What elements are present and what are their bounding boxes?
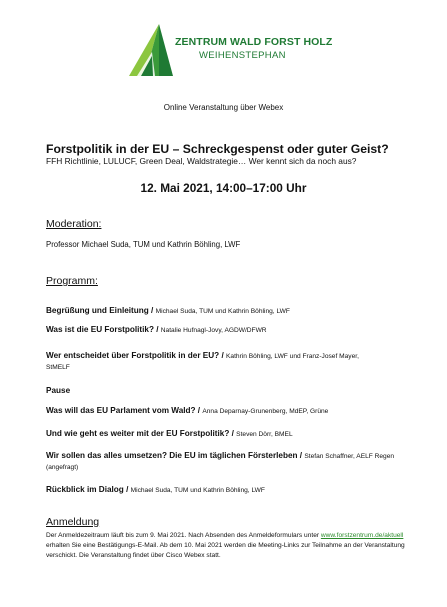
- program-item-speakers: Stefan Schaffner, AELF Regen (angefragt): [46, 453, 395, 471]
- program-item-title: Pause: [46, 386, 71, 395]
- program-item: [46, 325, 421, 336]
- program-item-speakers: Michael Suda, TUM und Kathrin Böhling, LWF: [130, 487, 265, 494]
- registration-link[interactable]: www.forstzentrum.de/aktuell: [320, 532, 404, 539]
- program-item: [46, 406, 421, 417]
- program-item-speakers: Kathrin Böhling, LWF und Franz-Josef Mayer, StMELF: [46, 353, 359, 371]
- moderation-text: Professor Michael Suda, TUM und Kathrin Böhling, LWF: [46, 240, 241, 249]
- program-item: [46, 306, 421, 317]
- program-item: [46, 429, 421, 440]
- program-item: [46, 351, 364, 373]
- program-item-speakers: Michael Suda, TUM und Kathrin Böhling, LWF: [155, 308, 290, 315]
- event-subtitle: FFH Richtlinie, LULUCF, Green Deal, Waldstrategie… Wer kennt sich da noch aus?: [46, 156, 357, 166]
- program-item-speakers: Natalie Hufnagl-Jovy, AGDW/DFWR: [160, 327, 267, 334]
- program-item-title: Wer entscheidet über Forstpolitik in der EU? /: [46, 351, 227, 360]
- moderation-heading: Moderation:: [46, 218, 102, 230]
- anmeldung-text-part2: erhalten Sie eine Bestätigungs-E-Mail. Ab dem 10. Mai 2021 werden die Meeting-Links zur Teilnahme an der Veranstaltung verschickt. Die Veranstaltung findet über Cisco Webex statt.: [46, 542, 405, 559]
- event-date: 12. Mai 2021, 14:00–17:00 Uhr: [140, 181, 307, 195]
- program-item-title: Was will das EU Parlament vom Wald? /: [46, 406, 203, 415]
- anmeldung-text: [46, 531, 426, 561]
- online-label: Online Veranstaltung über Webex: [163, 103, 284, 112]
- program-item: [46, 485, 421, 496]
- program-item: [46, 451, 421, 473]
- program-item-speakers: Anna Deparnay-Grunenberg, MdEP, Grüne: [202, 408, 329, 415]
- logo: [125, 22, 335, 78]
- program-item-title: Begrüßung und Einleitung /: [46, 306, 156, 315]
- tree-logo-icon: [125, 22, 175, 78]
- program-item-title: Was ist die EU Forstpolitik? /: [46, 325, 161, 334]
- logo-title: ZENTRUM WALD FORST HOLZ: [175, 36, 333, 48]
- event-title: Forstpolitik in der EU – Schreckgespenst oder guter Geist?: [46, 142, 389, 156]
- programm-heading: Programm:: [46, 275, 98, 287]
- program-item: [46, 386, 421, 397]
- program-item-title: Wir sollen das alles umsetzen? Die EU im täglichen Försterleben /: [46, 451, 305, 460]
- program-item-speakers: Steven Dörr, BMEL: [236, 431, 293, 438]
- anmeldung-text-part1: Der Anmeldezeitraum läuft bis zum 9. Mai 2021. Nach Absenden des Anmeldeformulars unter: [46, 532, 321, 539]
- program-item-title: Rückblick im Dialog /: [46, 485, 131, 494]
- program-item-title: Und wie geht es weiter mit der EU Forstpolitik? /: [46, 429, 237, 438]
- logo-subtitle: WEIHENSTEPHAN: [199, 50, 286, 61]
- anmeldung-heading: Anmeldung: [46, 516, 100, 528]
